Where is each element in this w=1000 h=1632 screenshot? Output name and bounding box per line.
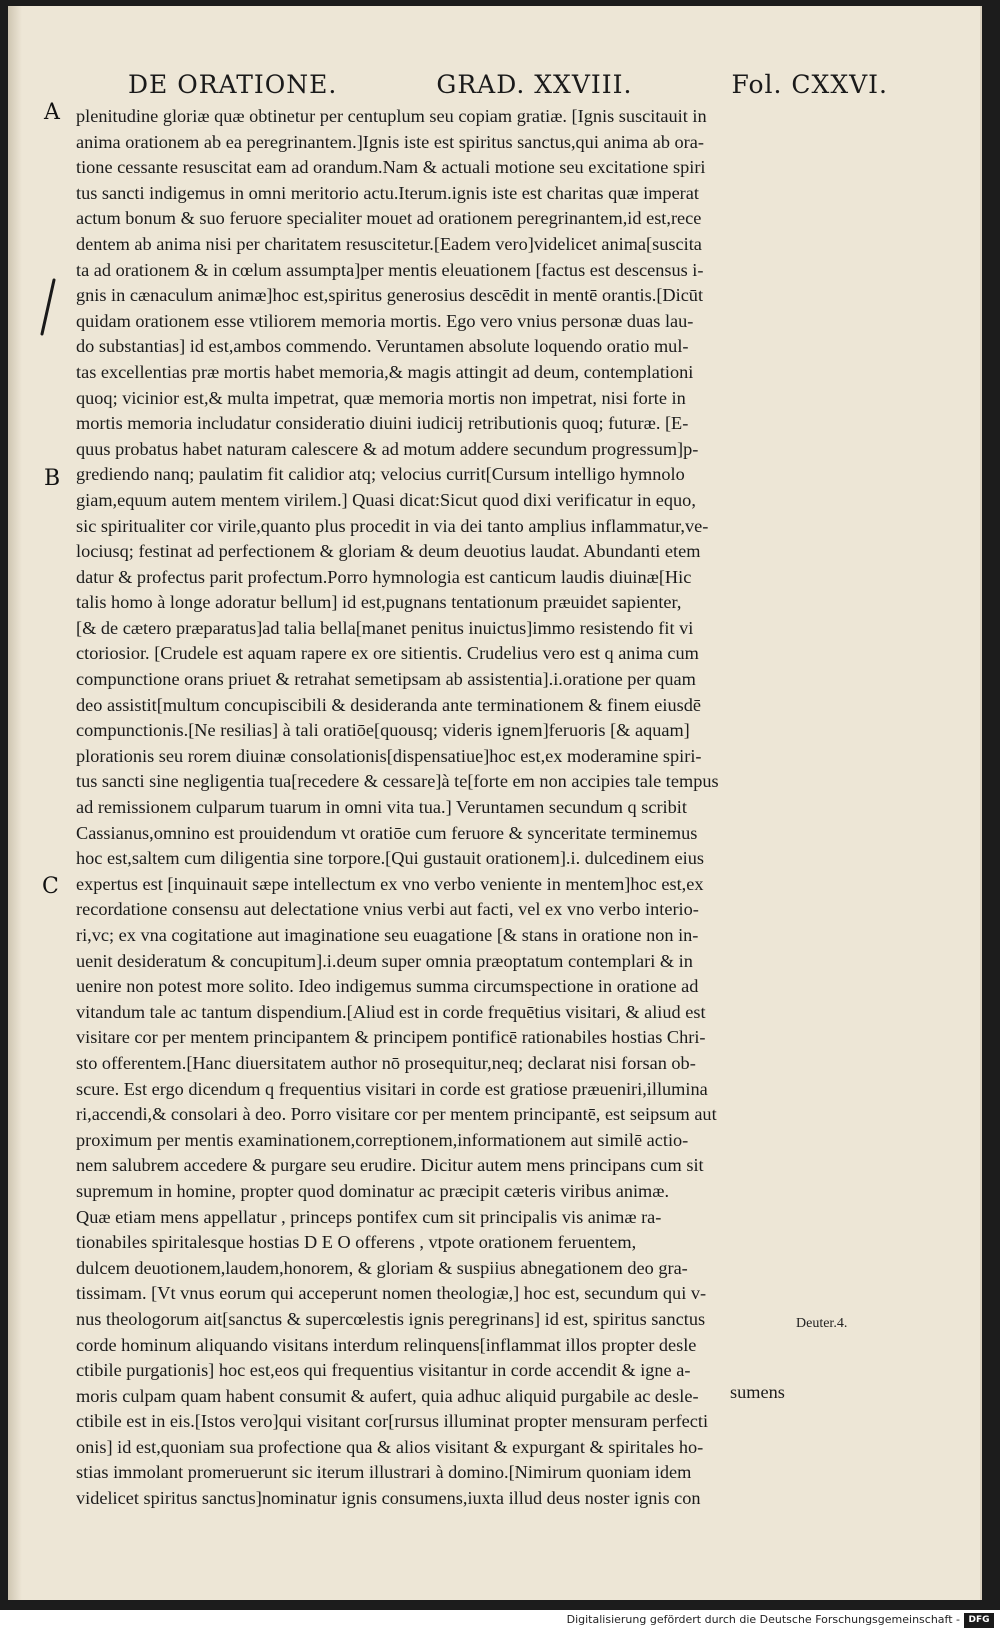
header-right: Fol. CXXVI. <box>731 70 888 99</box>
text-line: proximum per mentis examinationem,correptionem,informationem aut similē actio- <box>76 1129 689 1150</box>
text-line: quidam orationem esse vtiliorem memoria mortis. Ego vero vnius personæ duas lau- <box>76 310 694 331</box>
body-text <box>76 104 804 1512</box>
text-line: compunctione orans priuet & retrahat semetipsam ab assistentia].i.oratione per quam <box>76 669 696 690</box>
text-line: tus sancti indigemus in omni meritorio actu.Iterum.ignis iste est charitas quæ imperat <box>76 182 699 203</box>
text-line: tissimam. [Vt vnus eorum qui acceperunt nomen theologiæ,] hoc est, secundum qui v- <box>76 1283 707 1304</box>
text-line: nem salubrem accedere & purgare seu erudire. Dicitur autem mens principans cum sit <box>76 1155 704 1176</box>
digitization-footer <box>0 1610 1000 1632</box>
text-line: ri,accendi,& consolari à deo. Porro visitare cor per mentem principantē, est seipsum aut <box>76 1104 717 1125</box>
text-line: sto offerentem.[Hanc diuersitatem author nō prosequitur,neq; declarat nisi forsan ob- <box>76 1052 696 1073</box>
text-line: plorationis seu rorem diuinæ consolationis[dispensatiue]hoc est,ex moderamine spiri- <box>76 745 702 766</box>
text-line: supremum in homine, propter quod dominatur ac præcipit cæteris viribus animæ. <box>76 1180 670 1201</box>
text-line: giam,equum autem mentem virilem.] Quasi dicat:Sicut quod dixi verificatur in equo, <box>76 489 696 510</box>
text-line: anima orationem ab ea peregrinantem.]Ignis iste est spiritus sanctus,qui anima ab ora- <box>76 131 704 152</box>
text-line: lociusq; festinat ad perfectionem & gloriam & deum deuotius laudat. Abundanti etem <box>76 541 701 562</box>
section-letter-a: A <box>44 100 60 125</box>
header-left: DE ORATIONE. <box>128 70 338 99</box>
text-line: sic spiritualiter cor virile,quanto plus procedit in via dei tanto amplius inflammatur,ve- <box>76 515 709 536</box>
text-line: ctoriosior. [Crudele est aquam rapere ex ore sitientis. Crudelius vero est q anima cum <box>76 643 699 664</box>
running-header <box>128 70 888 99</box>
header-center: GRAD. XXVIII. <box>436 70 633 99</box>
book-page <box>8 6 982 1600</box>
text-line: quus probatus habet naturam calescere & ad motum addere secundum progressum]p- <box>76 438 699 459</box>
text-line: tione cessante resuscitat eam ad orandum.Nam & actuali motione seu excitatione spiri <box>76 157 706 178</box>
text-line: grediendo nanq; paulatim fit calidior atq; velocius currit[Cursum intelligo hymnolo <box>76 464 685 485</box>
text-line: gnis in cænaculum animæ]hoc est,spiritus generosius descēdit in mentē orantis.[Dicūt <box>76 285 704 306</box>
text-line: compunctionis.[Ne resilias] à tali oratiōe[quousq; videris ignem]feruoris [& aquam] <box>76 720 690 741</box>
dfg-logo: DFG <box>964 1613 994 1628</box>
text-line: expertus est [inquinauit sæpe intellectum ex vno verbo veniente in mentem]hoc est,ex <box>76 873 704 894</box>
text-line: scure. Est ergo dicendum q frequentius visitari in corde est gratiose præueniri,illumina <box>76 1078 708 1099</box>
text-line: actum bonum & suo feruore specialiter mouet ad orationem peregrinantem,id est,rece <box>76 208 702 229</box>
handwritten-margin-mark <box>38 276 60 338</box>
text-line: ad remissionem culparum tuarum in omni vita tua.] Veruntamen secundum q scribit <box>76 797 687 818</box>
text-line: tus sancti sine negligentia tua[recedere & cessare]à te[forte em non accipies tale tempus <box>76 771 719 792</box>
text-line: uenit desideratum & concupitum].i.deum super omnia præoptatum contemplari & in <box>76 950 693 971</box>
text-line: Cassianus,omnino est prouidendum vt oratiōe cum feruore & synceritate terminemus <box>76 822 698 843</box>
text-line: vitandum tale ac tantum dispendium.[Aliud est in corde frequētius visitari, & aliud est <box>76 1001 706 1022</box>
text-line: mortis memoria includatur consideratio diuini iudicij retributionis quoq; futuræ. [E- <box>76 413 689 434</box>
section-letter-b: B <box>44 466 61 491</box>
text-line: tas excellentias præ mortis habet memoria,& magis attingit ad deum, contemplationi <box>76 361 694 382</box>
text-line: corde hominum aliquando visitans interdum relinquens[inflammat illos propter desle <box>76 1334 697 1355</box>
text-line: ctibile est in eis.[Istos vero]qui visitant cor[rursus illuminat propter mensuram perfecti <box>76 1411 709 1432</box>
text-line: datur & profectus parit profectum.Porro hymnologia est canticum laudis diuinæ[Hic <box>76 566 692 587</box>
text-line: moris culpam quam habent consumit & aufert, quia adhuc aliquid purgabile ac desle- <box>76 1385 699 1406</box>
text-line: talis homo à longe adoratur bellum] id est,pugnans tentationum præuidet sapienter, <box>76 592 682 613</box>
section-letter-c: C <box>42 874 59 899</box>
text-line: onis] id est,quoniam sua profectione qua & alios visitant & expurgant & spiritales ho- <box>76 1436 704 1457</box>
text-line: ta ad orationem & in cœlum assumpta]per mentis eleuationem [factus est descensus i- <box>76 259 704 280</box>
text-line: ctibile purgationis] hoc est,eos qui frequentius visitantur in corde accendit & igne a- <box>76 1360 691 1381</box>
marginal-note: Deuter.4. <box>796 1316 848 1331</box>
text-line: uenire non potest more solito. Ideo indigemus summa circumspectione in oratione ad <box>76 976 699 997</box>
catchword: sumens <box>730 1382 785 1402</box>
text-line: [& de cætero præparatus]ad talia bella[manet penitus inuictus]immo resistendo fit vi <box>76 617 694 638</box>
text-line: Quæ etiam mens appellatur , princeps pontifex cum sit principalis vis animæ ra- <box>76 1206 662 1227</box>
text-line: tionabiles spiritalesque hostias D E O offerens , vtpote orationem feruentem, <box>76 1232 637 1253</box>
text-line: ri,vc; ex vna cogitatione aut imaginatione seu euagatione [& stans in oratione non in- <box>76 925 699 945</box>
text-line: nus theologorum ait[sanctus & supercœlestis ignis peregrinans] id est, spiritus sanctus <box>76 1308 706 1329</box>
page-gutter-shadow <box>8 6 22 1600</box>
text-line: plenitudine gloriæ quæ obtinetur per centuplum seu copiam gratiæ. [Ignis suscitauit in <box>76 106 707 126</box>
text-line: dentem ab anima nisi per charitatem resuscitetur.[Eadem vero]videlicet anima[suscita <box>76 233 702 254</box>
text-line: visitare cor per mentem principantem & principem pontificē rationabiles hostias Chri- <box>76 1027 706 1048</box>
text-line: dulcem deuotionem,laudem,honorem, & gloriam & suspiius abnegationem deo gra- <box>76 1257 688 1278</box>
text-line: videlicet spiritus sanctus]nominatur ignis consumens,iuxta illud deus noster ignis con <box>76 1488 701 1509</box>
text-line: recordatione consensu aut delectatione vnius verbi aut facti, vel ex vno verbo interio- <box>76 899 699 920</box>
footer-credit: Digitalisierung gefördert durch die Deutsche Forschungsgemeinschaft - <box>566 1613 960 1626</box>
text-line: hoc est,saltem cum diligentia sine torpore.[Qui gustauit orationem].i. dulcedinem eius <box>76 848 705 869</box>
text-line: do substantias] id est,ambos commendo. Veruntamen absolute loquendo oratio mul- <box>76 336 689 357</box>
text-line: stias immolant promeruerunt sic iterum illustrari à domino.[Nimirum quoniam idem <box>76 1462 692 1483</box>
text-line: quoq; vicinior est,& multa impetrat, quæ memoria mortis non impetrat, nisi forte in <box>76 387 686 408</box>
text-line: deo assistit[multum concupiscibili & desideranda ante terminationem & finem eiusdē <box>76 694 701 715</box>
